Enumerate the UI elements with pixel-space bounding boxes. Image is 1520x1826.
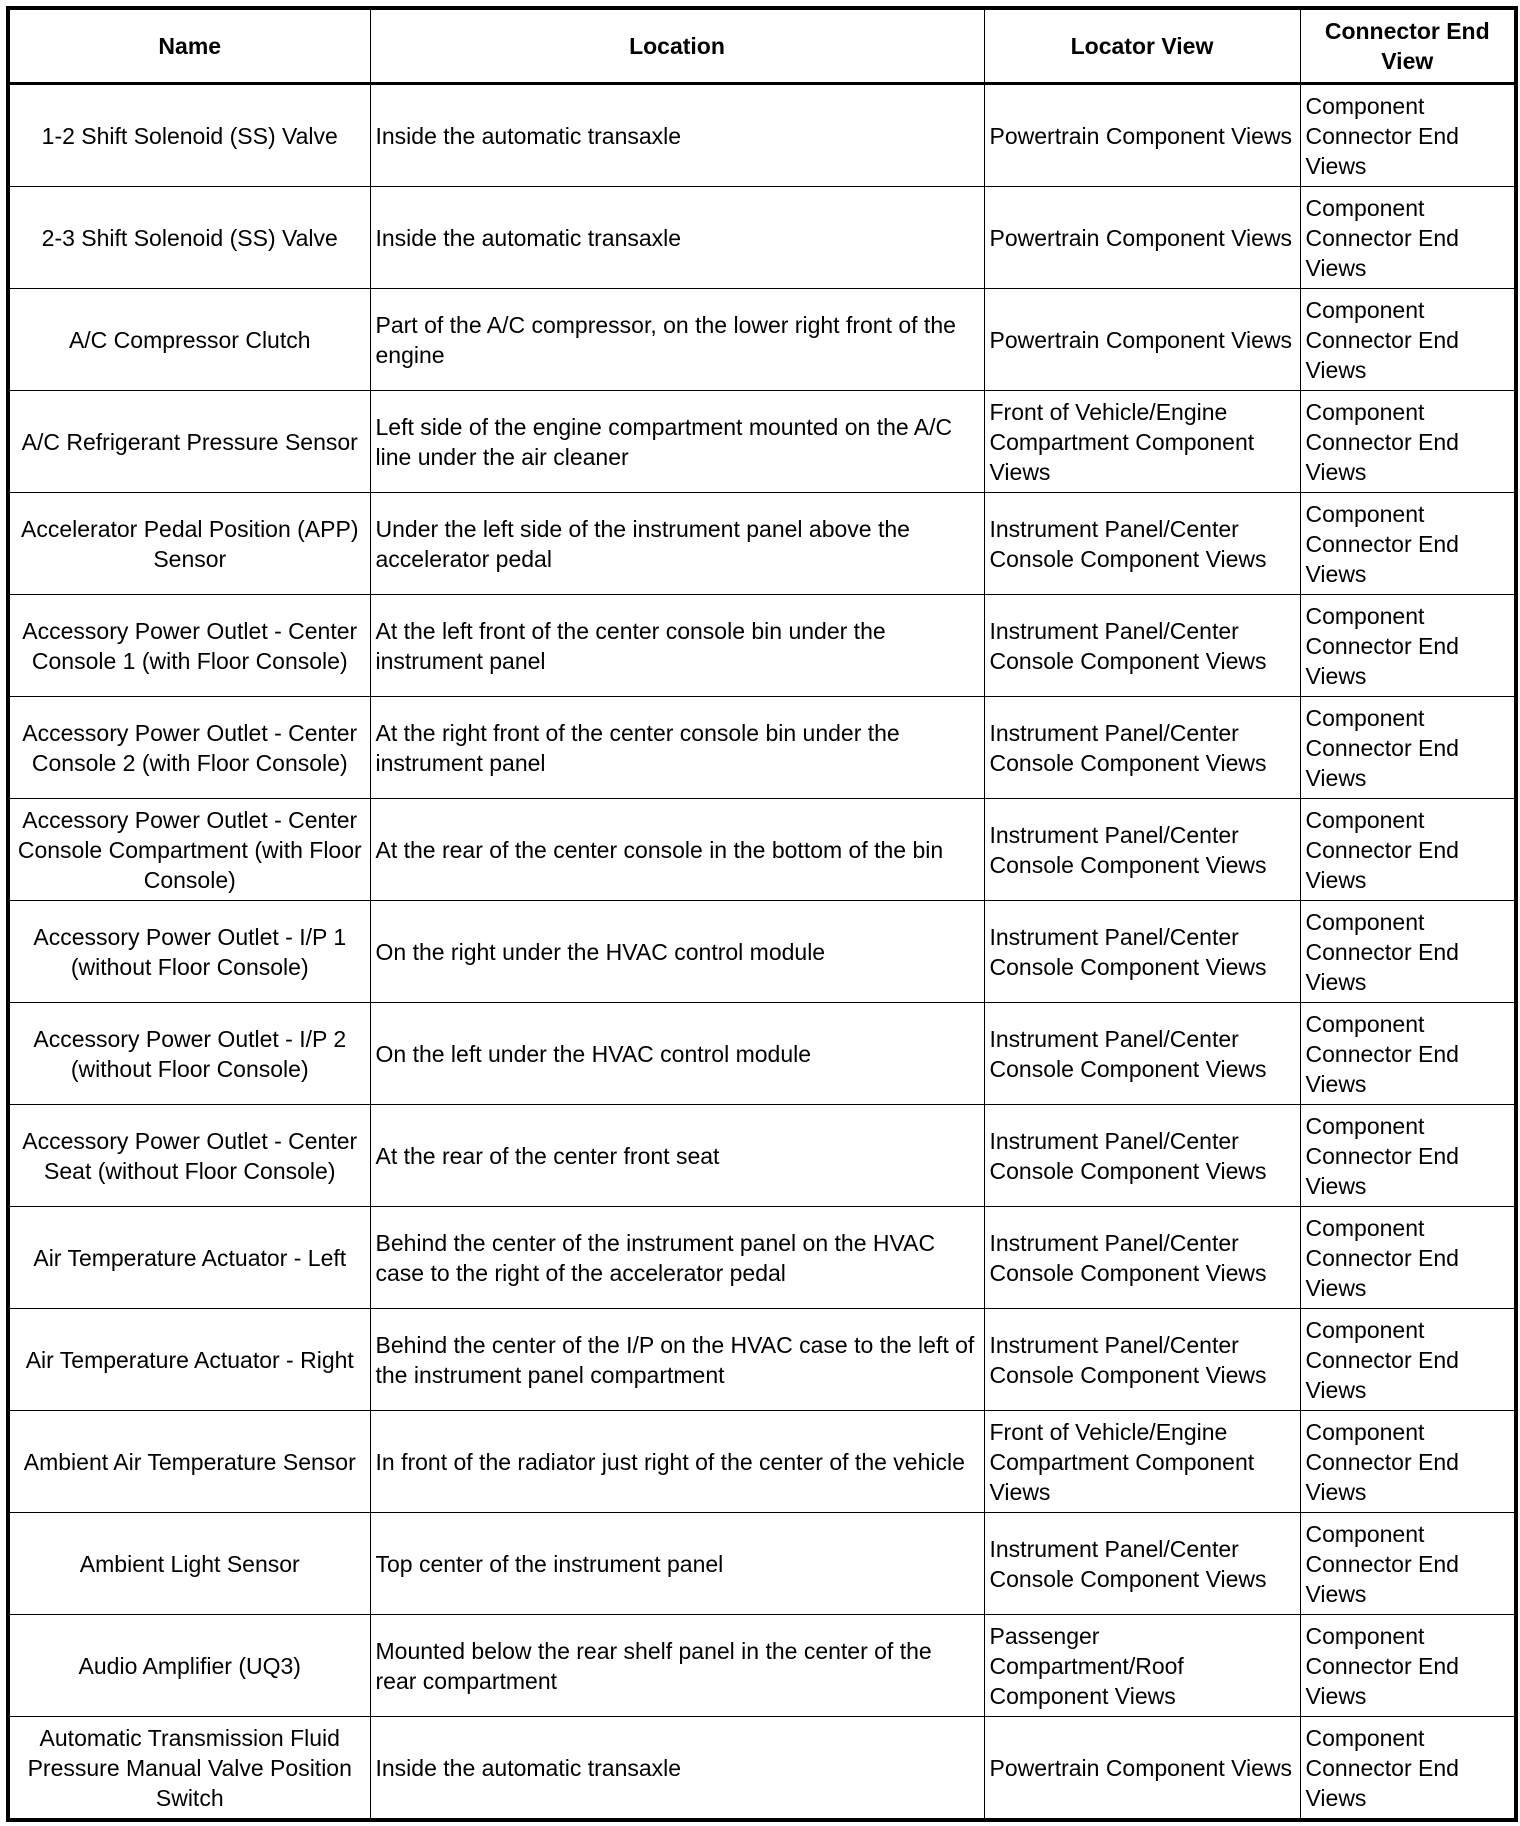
- location-cell: In front of the radiator just right of the center of the vehicle: [370, 1411, 984, 1513]
- location-cell: At the right front of the center console bin under the instrument panel: [370, 697, 984, 799]
- locator-view-cell: Front of Vehicle/Engine Compartment Component Views: [984, 1411, 1300, 1513]
- locator-view-cell: Powertrain Component Views: [984, 84, 1300, 187]
- location-cell: Behind the center of the instrument panel on the HVAC case to the right of the accelerator pedal: [370, 1207, 984, 1309]
- locator-view-cell: Powertrain Component Views: [984, 289, 1300, 391]
- name-cell: Accessory Power Outlet - Center Console 2 (with Floor Console): [8, 697, 370, 799]
- locator-view-cell: Powertrain Component Views: [984, 187, 1300, 289]
- name-cell: Air Temperature Actuator - Right: [8, 1309, 370, 1411]
- table-row: [8, 1003, 1516, 1105]
- locator-view-cell: Passenger Compartment/Roof Component Views: [984, 1615, 1300, 1717]
- table-row: [8, 84, 1516, 187]
- locator-view-cell: Powertrain Component Views: [984, 1717, 1300, 1821]
- connector-end-view-cell: Component Connector End Views: [1300, 595, 1516, 697]
- connector-end-view-cell: Component Connector End Views: [1300, 1717, 1516, 1821]
- name-cell: Automatic Transmission Fluid Pressure Manual Valve Position Switch: [8, 1717, 370, 1821]
- locator-view-cell: Instrument Panel/Center Console Component Views: [984, 1309, 1300, 1411]
- name-cell: A/C Compressor Clutch: [8, 289, 370, 391]
- location-cell: At the rear of the center front seat: [370, 1105, 984, 1207]
- location-cell: Part of the A/C compressor, on the lower right front of the engine: [370, 289, 984, 391]
- connector-end-view-cell: Component Connector End Views: [1300, 799, 1516, 901]
- connector-end-view-cell: Component Connector End Views: [1300, 1207, 1516, 1309]
- header-locator-view: Locator View: [984, 8, 1300, 84]
- table-row: [8, 697, 1516, 799]
- connector-end-view-cell: Component Connector End Views: [1300, 1105, 1516, 1207]
- locator-view-cell: Front of Vehicle/Engine Compartment Component Views: [984, 391, 1300, 493]
- table-row: [8, 1615, 1516, 1717]
- connector-end-view-cell: Component Connector End Views: [1300, 1309, 1516, 1411]
- location-cell: Behind the center of the I/P on the HVAC case to the left of the instrument panel compartment: [370, 1309, 984, 1411]
- connector-end-view-cell: Component Connector End Views: [1300, 901, 1516, 1003]
- location-cell: Under the left side of the instrument panel above the accelerator pedal: [370, 493, 984, 595]
- locator-view-cell: Instrument Panel/Center Console Component Views: [984, 493, 1300, 595]
- location-cell: Inside the automatic transaxle: [370, 84, 984, 187]
- header-name: Name: [8, 8, 370, 84]
- table-row: [8, 493, 1516, 595]
- connector-end-view-cell: Component Connector End Views: [1300, 187, 1516, 289]
- connector-end-view-cell: Component Connector End Views: [1300, 1615, 1516, 1717]
- locator-view-cell: Instrument Panel/Center Console Component Views: [984, 1207, 1300, 1309]
- location-cell: Mounted below the rear shelf panel in the center of the rear compartment: [370, 1615, 984, 1717]
- location-cell: At the left front of the center console bin under the instrument panel: [370, 595, 984, 697]
- name-cell: Accessory Power Outlet - I/P 1 (without Floor Console): [8, 901, 370, 1003]
- name-cell: Audio Amplifier (UQ3): [8, 1615, 370, 1717]
- connector-end-view-cell: Component Connector End Views: [1300, 1513, 1516, 1615]
- connector-end-view-cell: Component Connector End Views: [1300, 1411, 1516, 1513]
- table-row: [8, 1105, 1516, 1207]
- table-row: [8, 187, 1516, 289]
- connector-end-view-cell: Component Connector End Views: [1300, 84, 1516, 187]
- locator-view-cell: Instrument Panel/Center Console Component Views: [984, 901, 1300, 1003]
- name-cell: Accelerator Pedal Position (APP) Sensor: [8, 493, 370, 595]
- location-cell: On the left under the HVAC control module: [370, 1003, 984, 1105]
- connector-end-view-cell: Component Connector End Views: [1300, 1003, 1516, 1105]
- location-cell: On the right under the HVAC control module: [370, 901, 984, 1003]
- location-cell: Inside the automatic transaxle: [370, 187, 984, 289]
- name-cell: Accessory Power Outlet - Center Console 1 (with Floor Console): [8, 595, 370, 697]
- name-cell: Air Temperature Actuator - Left: [8, 1207, 370, 1309]
- locator-view-cell: Instrument Panel/Center Console Component Views: [984, 697, 1300, 799]
- table-row: [8, 391, 1516, 493]
- connector-end-view-cell: Component Connector End Views: [1300, 289, 1516, 391]
- table-row: [8, 289, 1516, 391]
- table-row: [8, 901, 1516, 1003]
- name-cell: Accessory Power Outlet - Center Seat (without Floor Console): [8, 1105, 370, 1207]
- name-cell: Ambient Light Sensor: [8, 1513, 370, 1615]
- locator-view-cell: Instrument Panel/Center Console Component Views: [984, 799, 1300, 901]
- location-cell: At the rear of the center console in the bottom of the bin: [370, 799, 984, 901]
- location-cell: Left side of the engine compartment mounted on the A/C line under the air cleaner: [370, 391, 984, 493]
- table-row: [8, 1513, 1516, 1615]
- name-cell: Accessory Power Outlet - I/P 2 (without Floor Console): [8, 1003, 370, 1105]
- name-cell: 1-2 Shift Solenoid (SS) Valve: [8, 84, 370, 187]
- name-cell: A/C Refrigerant Pressure Sensor: [8, 391, 370, 493]
- name-cell: Ambient Air Temperature Sensor: [8, 1411, 370, 1513]
- table-row: [8, 1717, 1516, 1821]
- table-row: [8, 595, 1516, 697]
- component-locator-table: [6, 6, 1518, 1822]
- table-row: [8, 1411, 1516, 1513]
- name-cell: Accessory Power Outlet - Center Console Compartment (with Floor Console): [8, 799, 370, 901]
- location-cell: Inside the automatic transaxle: [370, 1717, 984, 1821]
- header-location: Location: [370, 8, 984, 84]
- name-cell: 2-3 Shift Solenoid (SS) Valve: [8, 187, 370, 289]
- location-cell: Top center of the instrument panel: [370, 1513, 984, 1615]
- header-connector-end-view: Connector End View: [1300, 8, 1516, 84]
- locator-view-cell: Instrument Panel/Center Console Component Views: [984, 1003, 1300, 1105]
- table-row: [8, 1309, 1516, 1411]
- locator-view-cell: Instrument Panel/Center Console Component Views: [984, 595, 1300, 697]
- table-row: [8, 799, 1516, 901]
- header-row: [8, 8, 1516, 84]
- table-row: [8, 1207, 1516, 1309]
- locator-view-cell: Instrument Panel/Center Console Component Views: [984, 1513, 1300, 1615]
- connector-end-view-cell: Component Connector End Views: [1300, 391, 1516, 493]
- connector-end-view-cell: Component Connector End Views: [1300, 697, 1516, 799]
- connector-end-view-cell: Component Connector End Views: [1300, 493, 1516, 595]
- locator-view-cell: Instrument Panel/Center Console Component Views: [984, 1105, 1300, 1207]
